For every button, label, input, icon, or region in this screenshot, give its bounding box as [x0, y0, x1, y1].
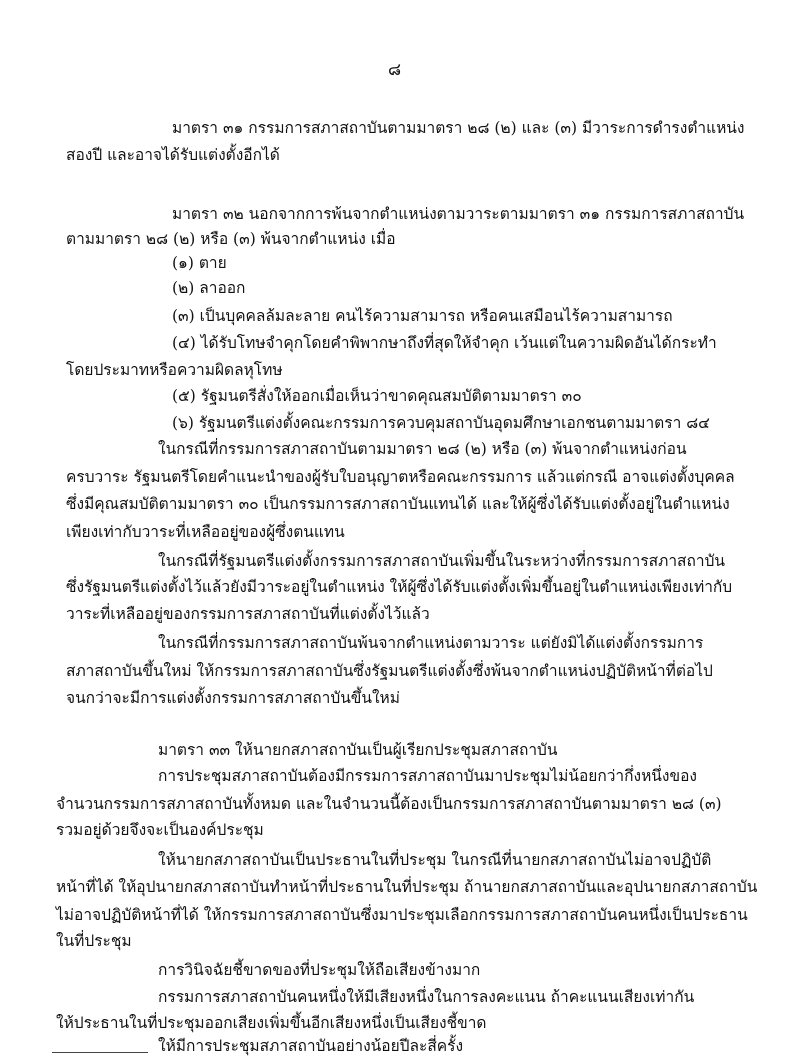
section-32-para-3-line-2: สภาสถาบันขึ้นใหม่ ให้กรรมการสภาสถาบันซึ่งรัฐมนตรีแต่งตั้งซึ่งพ้นจากตำแหน่งปฏิบัติหน้าที่ต่อไป — [66, 662, 713, 680]
section-32-para-3-line-1: ในกรณีที่กรรมการสภาสถาบันพ้นจากตำแหน่งตามวาระ แต่ยังมิได้แต่งตั้งกรรมการ — [158, 634, 704, 652]
section-33-para-2-line-2: หน้าที่ได้ ให้อุปนายกสภาสถาบันทำหน้าที่ประธานในที่ประชุม ถ้านายกสภาสถาบันและอุปนายกสภาสถาบัน — [56, 878, 758, 896]
section-32-para-2-line-1: ในกรณีที่รัฐมนตรีแต่งตั้งกรรมการสภาสถาบันเพิ่มขึ้นในระหว่างที่กรรมการสภาสถาบัน — [158, 552, 726, 570]
section-33-para-5: ให้มีการประชุมสภาสถาบันอย่างน้อยปีละสี่ครั้ง — [158, 1037, 464, 1055]
section-32-para-2-line-3: วาระที่เหลืออยู่ของกรรมการสภาสถาบันที่แต่งตั้งไว้แล้ว — [66, 605, 430, 623]
section-33-line-1: มาตรา ๓๓ ให้นายกสภาสถาบันเป็นผู้เรียกประชุมสภาสถาบัน — [158, 741, 558, 759]
section-33-para-2-line-4: ในที่ประชุม — [56, 932, 132, 950]
section-32-para-3-line-3: จนกว่าจะมีการแต่งตั้งกรรมการสภาสถาบันขึ้นใหม่ — [66, 689, 400, 707]
section-33-para-3: การวินิจฉัยชี้ขาดของที่ประชุมให้ถือเสียงข้างมาก — [158, 961, 481, 979]
section-33-para-4-line-2: ให้ประธานในที่ประชุมออกเสียงเพิ่มขึ้นอีกเสียงหนึ่งเป็นเสียงชี้ขาด — [56, 1014, 487, 1032]
section-32-item-5: (๕) รัฐมนตรีสั่งให้ออกเมื่อเห็นว่าขาดคุณสมบัติตามมาตรา ๓๐ — [172, 387, 582, 405]
section-32-item-3: (๓) เป็นบุคคลล้มละลาย คนไร้ความสามารถ หรือคนเสมือนไร้ความสามารถ — [172, 307, 673, 325]
section-33-para-2-line-3: ไม่อาจปฏิบัติหน้าที่ได้ ให้กรรมการสภาสถาบันซึ่งมาประชุมเลือกกรรมการสภาสถาบันคนหนึ่งเป็นประธาน — [56, 906, 748, 924]
section-32-item-6: (๖) รัฐมนตรีแต่งตั้งคณะกรรมการควบคุมสถาบันอุดมศึกษาเอกชนตามมาตรา ๘๔ — [172, 414, 710, 432]
section-32-item-4-cont: โดยประมาทหรือความผิดลหุโทษ — [66, 361, 283, 379]
section-32-line-2: ตามมาตรา ๒๘ (๒) หรือ (๓) พ้นจากตำแหน่ง เมื่อ — [66, 230, 396, 248]
section-32-para-1-line-1: ในกรณีที่กรรมการสภาสถาบันตามมาตรา ๒๘ (๒) หรือ (๓) พ้นจากตำแหน่งก่อน — [158, 440, 687, 458]
section-33-para-4-line-1: กรรมการสภาสถาบันคนหนึ่งให้มีเสียงหนึ่งในการลงคะแนน ถ้าคะแนนเสียงเท่ากัน — [158, 988, 695, 1006]
section-32-para-1-line-3: ซึ่งมีคุณสมบัติตามมาตรา ๓๐ เป็นกรรมการสภาสถาบันแทนได้ และให้ผู้ซึ่งได้รับแต่งตั้งอยู่ในตำแหน่ง — [66, 495, 730, 513]
section-33-para-1-line-1: การประชุมสภาสถาบันต้องมีกรรมการสภาสถาบันมาประชุมไม่น้อยกว่ากึ่งหนึ่งของ — [158, 767, 697, 785]
section-32-item-2: (๒) ลาออก — [172, 279, 246, 297]
section-32-item-1: (๑) ตาย — [172, 254, 227, 272]
page-number: ๘ — [388, 60, 402, 80]
section-32-para-1-line-2: ครบวาระ รัฐมนตรีโดยคำแนะนำของผู้รับใบอนุญาตหรือคณะกรรมการ แล้วแต่กรณี อาจแต่งตั้งบุคคล — [66, 468, 735, 486]
section-31-line-1: มาตรา ๓๑ กรรมการสภาสถาบันตามมาตรา ๒๘ (๒) และ (๓) มีวาระการดำรงตำแหน่ง — [172, 119, 745, 137]
section-32-para-1-line-4: เพียงเท่ากับวาระที่เหลืออยู่ของผู้ซึ่งตนแทน — [66, 523, 345, 541]
section-32-para-2-line-2: ซึ่งรัฐมนตรีแต่งตั้งไว้แล้วยังมีวาระอยู่ในตำแหน่ง ให้ผู้ซึ่งได้รับแต่งตั้งเพิ่มขึ้นอยู่ในตำแหน่งเพียงเท่ากับ — [66, 578, 733, 596]
section-32-item-4: (๔) ได้รับโทษจำคุกโดยคำพิพากษาถึงที่สุดให้จำคุก เว้นแต่ในความผิดอันได้กระทำ — [172, 334, 717, 352]
section-33-para-1-line-2: จำนวนกรรมการสภาสถาบันทั้งหมด และในจำนวนนี้ต้องเป็นกรรมการสภาสถาบันตามมาตรา ๒๘ (๓) — [56, 795, 722, 813]
footnote-divider — [52, 1052, 148, 1053]
section-33-para-2-line-1: ให้นายกสภาสถาบันเป็นประธานในที่ประชุม ในกรณีที่นายกสภาสถาบันไม่อาจปฏิบัติ — [158, 851, 712, 869]
section-31-line-2: สองปี และอาจได้รับแต่งตั้งอีกได้ — [66, 146, 280, 164]
section-33-para-1-line-3: รวมอยู่ด้วยจึงจะเป็นองค์ประชุม — [56, 821, 264, 839]
section-32-line-1: มาตรา ๓๒ นอกจากการพ้นจากตำแหน่งตามวาระตามมาตรา ๓๑ กรรมการสภาสถาบัน — [172, 205, 745, 223]
